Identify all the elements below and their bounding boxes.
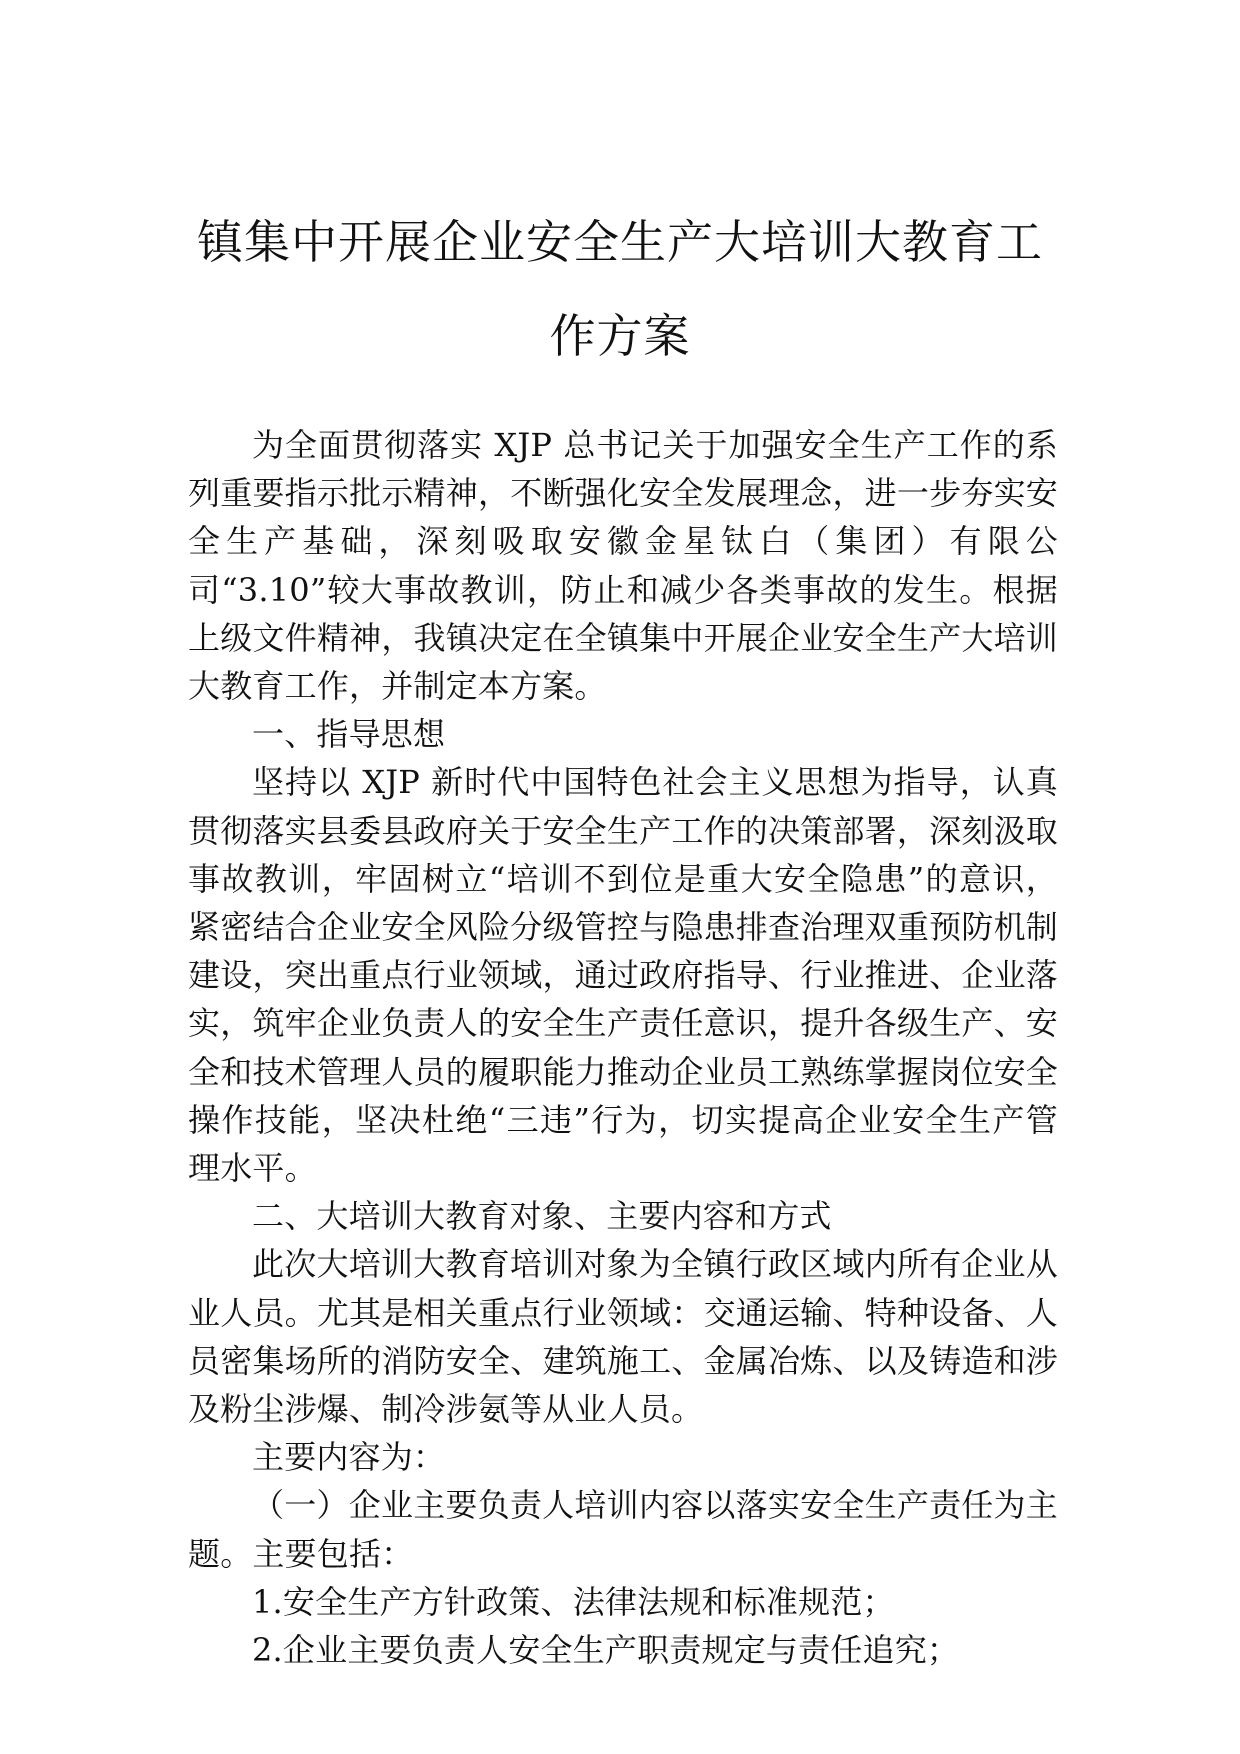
- document-title-line-1: 镇集中开展企业安全生产大培训大教育工: [197, 215, 1043, 269]
- list-item: 1.安全生产方针政策、法律法规和标准规范；: [252, 1582, 895, 1621]
- list-item: 2.企业主要负责人安全生产职责规定与责任追究；: [252, 1631, 960, 1670]
- training-targets-paragraph: 此次大培训大教育培训对象为全镇行政区域内所有企业从业人员。尤其是相关重点行业领域：交通运输、特种设备、人员密集场所的消防安全、建筑施工、金属冶炼、以及铸造和涉及粉尘涉爆、制冷涉氨等从业人员。: [188, 1245, 1058, 1429]
- document-title-line-2: 作方案: [549, 309, 691, 363]
- intro-paragraph: 为全面贯彻落实 XJP 总书记关于加强安全生产工作的系列重要指示批示精神，不断强化安全发展理念，进一步夯实安全生产基础，深刻吸取安徽金星钛白（集团）有限公司“3.10”较大事故教训，防止和减少各类事故的发生。根据上级文件精神，我镇决定在全镇集中开展企业安全生产大培训大教育工作，并制定本方案。: [188, 426, 1058, 706]
- guiding-ideology-paragraph: 坚持以 XJP 新时代中国特色社会主义思想为指导，认真贯彻落实县委县政府关于安全生产工作的决策部署，深刻汲取事故教训，牢固树立“培训不到位是重大安全隐患”的意识，紧密结合企业安全风险分级管控与隐患排查治理双重预防机制建设，突出重点行业领域，通过政府指导、行业推进、企业落实，筑牢企业负责人的安全生产责任意识，提升各级生产、安全和技术管理人员的履职能力推动企业员工熟练掌握岗位安全操作技能，坚决杜绝“三违”行为，切实提高企业安全生产管理水平。: [188, 763, 1058, 1188]
- section-heading-guiding-ideology: 一、指导思想: [252, 715, 446, 754]
- subsection-1-paragraph: （一）企业主要负责人培训内容以落实安全生产责任为主题。主要包括：: [188, 1486, 1058, 1573]
- main-content-label: 主要内容为：: [252, 1438, 446, 1477]
- section-heading-training-scope: 二、大培训大教育对象、主要内容和方式: [252, 1197, 832, 1236]
- document-body: [188, 421, 1058, 1674]
